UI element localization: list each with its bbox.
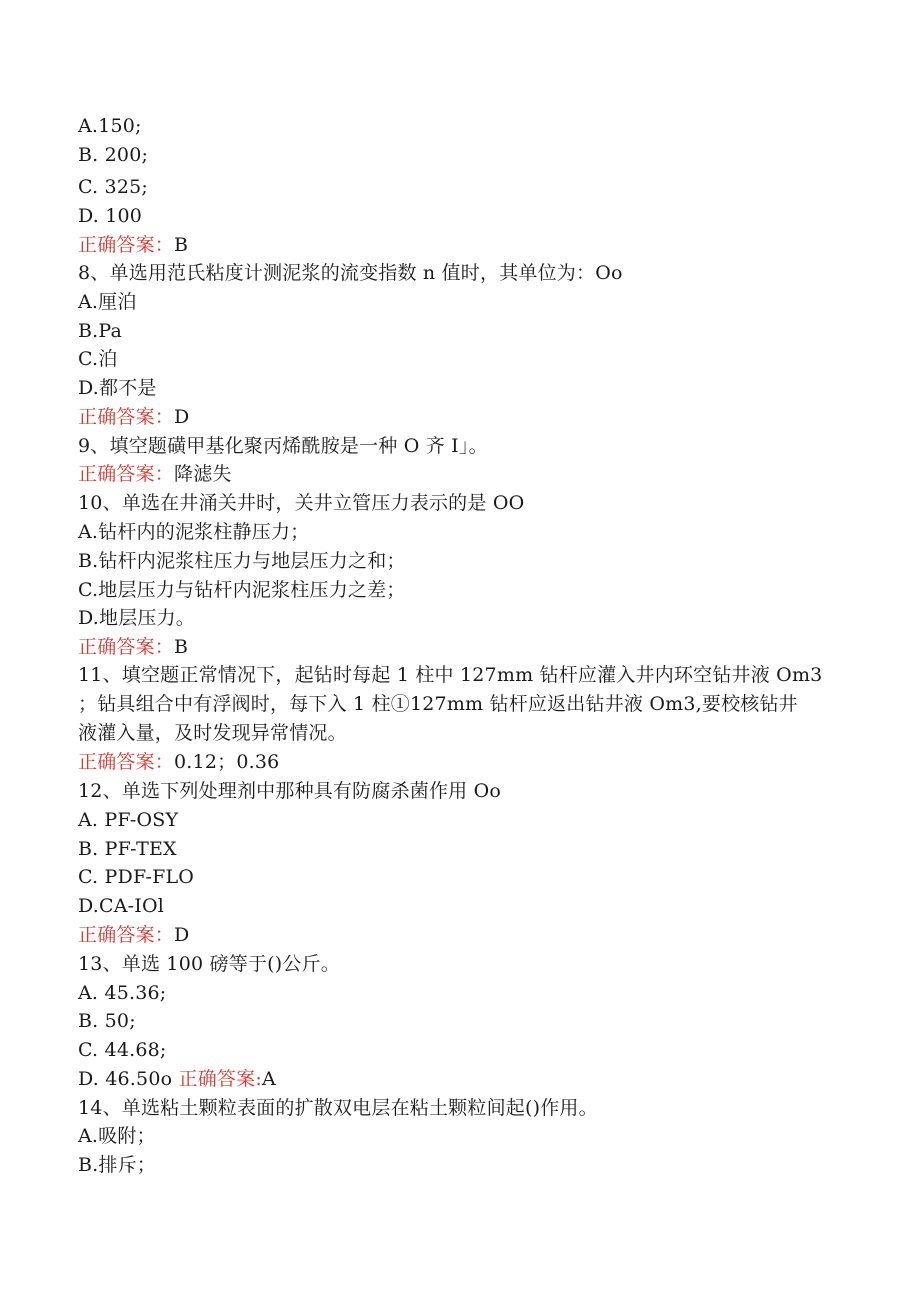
option-b: B.排斥；	[78, 1154, 157, 1176]
option-c: C. 44.68;	[78, 1039, 167, 1061]
answer-label: 正确答案：	[78, 234, 175, 256]
answer-line	[78, 634, 850, 660]
answer-value: 降滤失	[174, 463, 232, 485]
option-d: D.CA-IOl	[78, 895, 165, 917]
question-10: 10、单选在井涌关井时，关井立管压力表示的是 OO	[78, 492, 525, 514]
answer-line	[78, 404, 850, 430]
answer-label: 正确答案：	[78, 636, 175, 658]
answer-value: A	[261, 1068, 276, 1090]
option-c: C. 325;	[78, 176, 149, 198]
option-d: D.地层压力。	[78, 607, 195, 629]
answer-value: D	[174, 406, 190, 428]
answer-label: 正确答案：	[78, 924, 175, 946]
option-c: C.泊	[78, 348, 118, 370]
option-b: B. 200;	[78, 144, 149, 166]
option-c: C. PDF-FLO	[78, 866, 195, 888]
answer-label: 正确答案：	[78, 751, 175, 773]
option-d: D. 100	[78, 205, 143, 227]
option-b: B.钻杆内泥浆柱压力与地层压力之和；	[78, 550, 406, 572]
question-8: 8、单选用范氏粘度计测泥浆的流变指数 n 值时，其单位为：Oo	[78, 262, 623, 284]
option-a: A.吸附；	[78, 1125, 156, 1147]
question-11: 11、填空题正常情况下，起钻时每起 1 柱中 127mm 钻杆应灌入井内环空钻井液 Om3	[78, 664, 823, 686]
option-d-with-answer	[78, 1066, 850, 1092]
answer-label: 正确答案：	[78, 406, 175, 428]
option-a: A.150;	[78, 115, 142, 137]
answer-line	[78, 232, 850, 258]
answer-label: 正确答案：	[78, 463, 175, 485]
option-a: A.钻杆内的泥浆柱静压力；	[78, 521, 310, 543]
answer-value: B	[174, 234, 189, 256]
option-a: A. 45.36;	[78, 982, 167, 1004]
question-13: 13、单选 100 磅等于()公斤。	[78, 953, 340, 975]
answer-value: 0.12；0.36	[174, 751, 280, 773]
option-d: D.都不是	[78, 377, 157, 399]
option-b: B. PF-TEX	[78, 838, 177, 860]
answer-line	[78, 749, 850, 775]
answer-line	[78, 922, 850, 948]
question-9: 9、填空题磺甲基化聚丙烯酰胺是一种 O 齐 I」。	[78, 435, 488, 457]
option-b: B.Pa	[78, 320, 123, 342]
question-12: 12、单选下列处理剂中那种具有防腐杀菌作用 Oo	[78, 780, 502, 802]
option-d: D. 46.50o	[78, 1068, 173, 1090]
question-11-cont: ；钻具组合中有浮阀时，每下入 1 柱①127mm 钻杆应返出钻井液 Om3,要校核钻井	[78, 693, 798, 715]
answer-value: B	[174, 636, 189, 658]
answer-label: 正确答案:	[178, 1068, 262, 1090]
option-b: B. 50;	[78, 1010, 136, 1032]
option-a: A.厘泊	[78, 291, 137, 313]
question-14: 14、单选粘土颗粒表面的扩散双电层在粘土颗粒间起()作用。	[78, 1097, 598, 1119]
option-a: A. PF-OSY	[78, 809, 179, 831]
answer-line	[78, 461, 850, 487]
answer-value: D	[174, 924, 190, 946]
option-c: C.地层压力与钻杆内泥浆柱压力之差；	[78, 579, 406, 601]
question-11-cont: 液灌入量，及时发现异常情况。	[78, 722, 347, 744]
